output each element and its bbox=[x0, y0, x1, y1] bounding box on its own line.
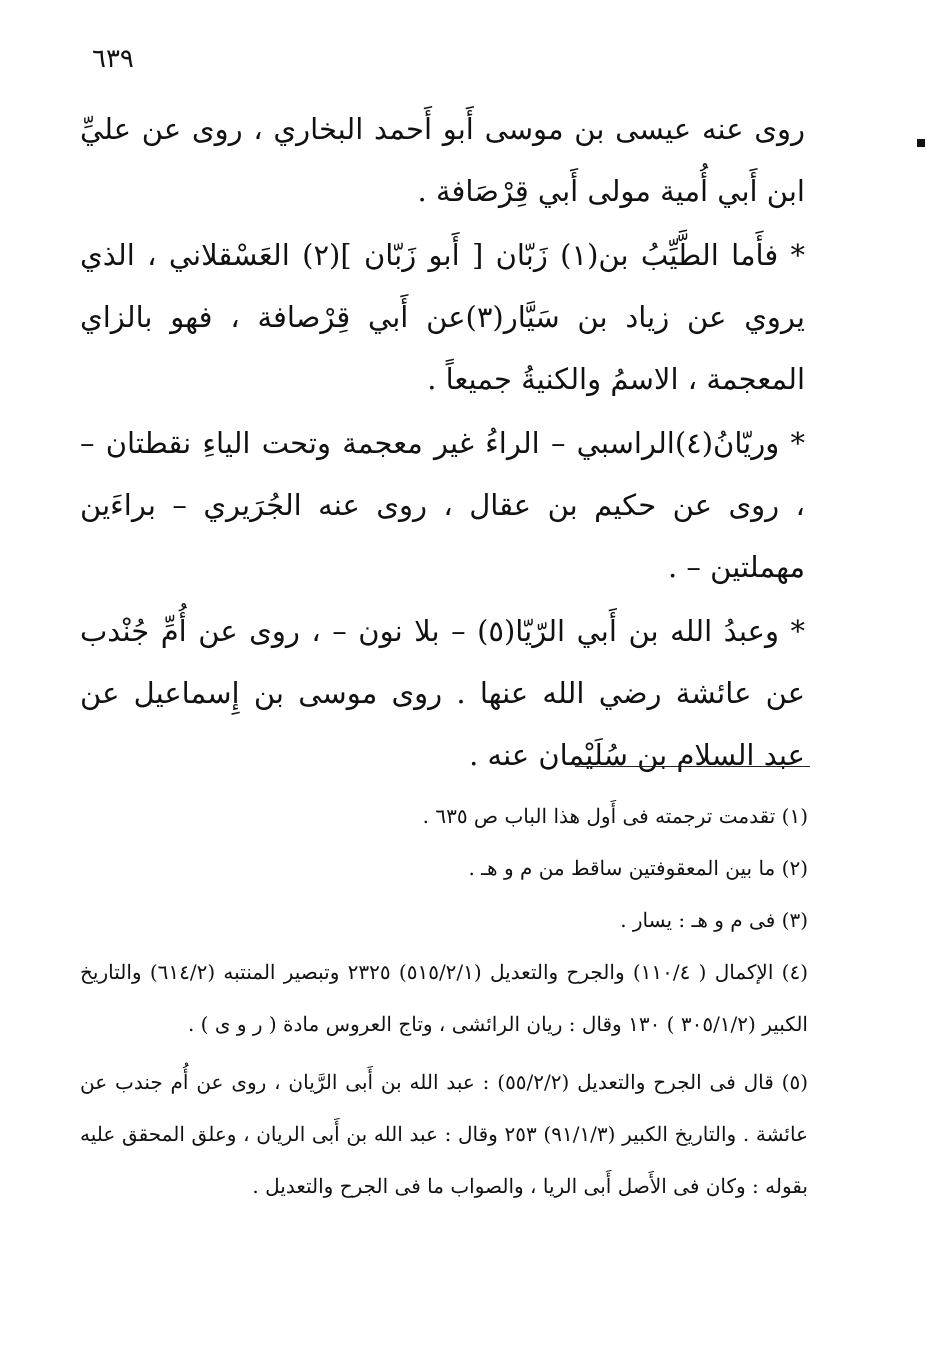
page-number: ٦٣٩ bbox=[92, 44, 134, 74]
footnote-2: (٢) ما بين المعقوفتين ساقط من م و هـ . bbox=[468, 856, 808, 880]
footnote-4: (٤) الإكمال ( ١١٠/٤) والجرح والتعديل (٥١٥/٢/١) ٢٣٢٥ وتبصير المنتبه (٦١٤/٢) والتاريخ الكبير (٣٠٥/١/٢ ) ١٣٠ وقال : ريان الرائشى ، وتاج العروس مادة ( ر و ى ) . bbox=[80, 960, 809, 1036]
paragraph: * وريّانُ(٤)الراسبي – الراءُ غير معجمة وتحت الياءِ نقطتان – ، روى عن حكيم بن عقال ، روى عنه الجُرَيري – براءَين مهملتين – . bbox=[80, 426, 805, 584]
footnote-1: (١) تقدمت ترجمته فى أَول هذا الباب ص ٦٣٥ . bbox=[422, 804, 808, 828]
footnote-divider bbox=[575, 766, 810, 767]
footnote-5: (٥) قال فى الجرح والتعديل (٥٥/٢/٢) : عبد الله بن أَبى الرَّيان ، روى عن أُم جندب عن عائشة . والتاريخ الكبير (٩١/١/٣) ٢٥٣ وقال : عبد الله بن أَبى الريان ، وعلق المحقق عليه بقوله : وكان فى الأَصل أَبى الريا ، والصواب ما فى الجرح والتعديل . bbox=[80, 1070, 809, 1198]
paragraph: روى عنه عيسى بن موسى أَبو أَحمد البخاري ، روى عن عليِّ ابن أَبي أُمية مولى أَبي قِرْصَافة . bbox=[80, 112, 805, 208]
main-text bbox=[80, 98, 805, 788]
paragraph: * وعبدُ الله بن أَبي الرّيّا(٥) – بلا نون – ، روى عن أُمِّ جُنْدب عن عائشة رضي الله عنها . روى موسى بن إِسماعيل عن عبد السلام بن سُلَيْمان عنه . bbox=[80, 614, 805, 772]
paragraph: * فأَما الطَّيِّبُ بن(١) زَبّان [ أَبو زَبّان ](٢) العَسْقلاني ، الذي يروي عن زياد بن سَيَّار(٣)عن أَبي قِرْصافة ، فهو بالزاي المعجمة ، الاسمُ والكنيةُ جميعاً . bbox=[80, 238, 806, 396]
footnotes bbox=[80, 790, 808, 1212]
scan-edge-mark bbox=[917, 139, 925, 147]
footnote-3: (٣) فى م و هـ : يسار . bbox=[620, 908, 808, 932]
